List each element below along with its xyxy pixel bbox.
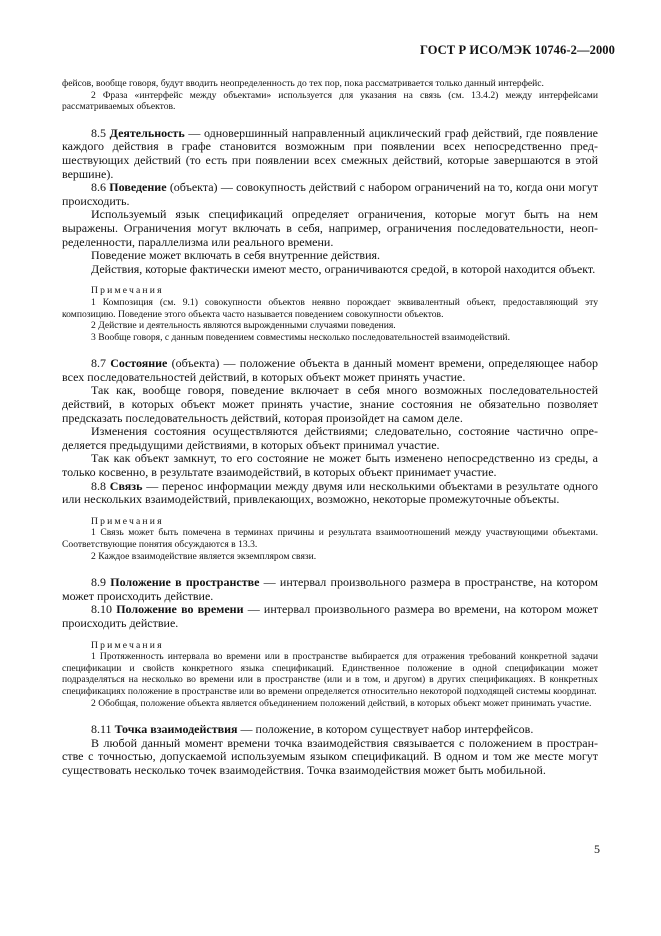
note-item: 1 Связь может быть помечена в терминах причины и результата взаимоотношений между участвующими объектами. Соответствующие понятия обсуждаются в 13.3. — [62, 527, 598, 550]
paragraph: Действия, которые фактически имеют место, ограничиваются средой, в которой находится объект. — [91, 261, 596, 276]
note-item: 2 Обобщая, положение объекта является объединением положений действий, в которых объект может принимать участие. — [91, 697, 592, 709]
definition-text: — положение, в котором существует набор интерфейсов. — [237, 722, 534, 737]
defined-term: Связь — [109, 478, 143, 493]
paragraph: Так как, вообще говоря, поведение включает в себя много возможных последовательностей действий, в которых объект может принять участие, знание состояния не обязательно позволяет предсказать последовательность действий, которая произойдет на самом деле. — [62, 383, 598, 425]
clause-number: 8.9 — [91, 575, 106, 590]
definition-text: — интервал произвольного размера во времени, на котором может происходить действие. — [62, 602, 598, 630]
definition-text: — перенос информации между двумя или несколькими объектами в результате одного или нескольких взаимодействий, привлекающих, возможно, некоторые промежуточные объекты. — [62, 478, 599, 507]
definition-text: — интервал произвольного размера в пространстве, на котором может происходить действие. — [62, 575, 599, 603]
defined-term: Деятельность — [109, 125, 185, 140]
definition-text: (объекта) — положение объекта в данный момент времени, определяющее набор всех последовательностей действий, в которых объект может принять участие. — [62, 356, 599, 384]
note-item: 3 Вообще говоря, с данным поведением совместимы несколько последовательностей взаимодействий. — [91, 331, 510, 343]
defined-term: Поведение — [109, 180, 167, 195]
running-header: ГОСТ Р ИСО/МЭК 10746-2—2000 — [419, 43, 615, 57]
defined-term: Положение во времени — [116, 602, 244, 617]
clause-number: 8.7 — [91, 356, 106, 371]
clause-number: 8.5 — [91, 125, 106, 140]
clause-number: 8.8 — [91, 478, 106, 493]
page-number: 5 — [594, 842, 600, 856]
note-item: 2 Действие и деятельность являются вырожденными случаями поведения. — [91, 320, 396, 332]
paragraph: Так как объект замкнут, то его состояние не может быть изменено непосредственно из среды, а только косвенно, в результате взаимодействий, в которых объект принимает участие. — [62, 451, 598, 480]
clause-number: 8.6 — [91, 180, 106, 195]
definition-8-8 — [62, 480, 598, 507]
definition-8-9 — [62, 576, 598, 603]
definition-8-10 — [62, 603, 598, 630]
definition-text: — одновершинный направленный ациклический граф действий, где появление каждого действия в графе становится возможным при появлении всех непосредственно предшествующих действий (то есть при появлении всех смежных действий, которые завершаются в этой вершине). — [62, 125, 599, 181]
note-item: 1 Композиция (см. 9.1) совокупности объектов неявно порождает эквивалентный объект, предоставляющий эту композицию. Поведение этого объекта часто называется поведением совокупности объектов. — [62, 296, 598, 320]
page-body — [62, 78, 598, 778]
notes-heading: Примечания — [91, 515, 164, 527]
paragraph: В любой данный момент времени точка взаимодействия связывается с положением в пространстве с точностью, допускаемой используемым языком спецификаций. В одном и том же месте могут существовать несколько точек взаимодействия. Точка взаимодействия может быть мобильной. — [62, 735, 598, 777]
definition-text: (объекта) — совокупность действий с набором ограничений на то, когда они могут происходить. — [62, 180, 599, 208]
clause-number: 8.10 — [91, 602, 112, 617]
paragraph: Изменения состояния осуществляются действиями; следовательно, состояние частично определяется предыдущими действиями, в которых объект принимал участие. — [62, 424, 598, 452]
definition-8-5 — [62, 127, 598, 181]
notes-heading: Примечания — [91, 285, 164, 297]
notes-heading: Примечания — [91, 639, 164, 651]
clause-number: 8.11 — [91, 722, 112, 737]
defined-term: Точка взаимодействия — [114, 722, 238, 737]
note-item: 2 Фраза «интерфейс между объектами» используется для указания на связь (см. 13.4.2) между интерфейсами рассматриваемых объектов. — [62, 89, 598, 113]
note-item: 2 Каждое взаимодействие является экземпляром связи. — [91, 550, 317, 562]
definition-8-7 — [62, 357, 598, 384]
paragraph: Поведение может включать в себя внутренние действия. — [91, 248, 381, 263]
note-continuation: фейсов, вообще говоря, будут вводить неопределенность до тех пор, пока рассматривается только данный интерфейс. — [62, 78, 544, 89]
definition-8-6 — [62, 181, 598, 208]
note-item: 1 Протяженность интервала во времени или в пространстве выбирается для отражения требований конкретной задачи спецификации и свойств конкретного языка спецификаций. Единственное положение в одной спецификации может подразделяться на несколько во времени или в пространстве (или и в том, и другом) в других спецификациях. В конкретных спецификациях положение в пространстве или во времени определяется относительно некоторой подходящей системы координат. — [62, 651, 598, 697]
definition-8-11 — [62, 723, 598, 737]
defined-term: Состояние — [110, 356, 168, 371]
defined-term: Положение в пространстве — [110, 575, 260, 590]
paragraph: Используемый язык спецификаций определяет ограничения, которые могут быть на нем выражены. Ограничения могут включать в себя, например, ограничения последовательности, неопределенности, параллелизма или реального времени. — [62, 207, 598, 249]
